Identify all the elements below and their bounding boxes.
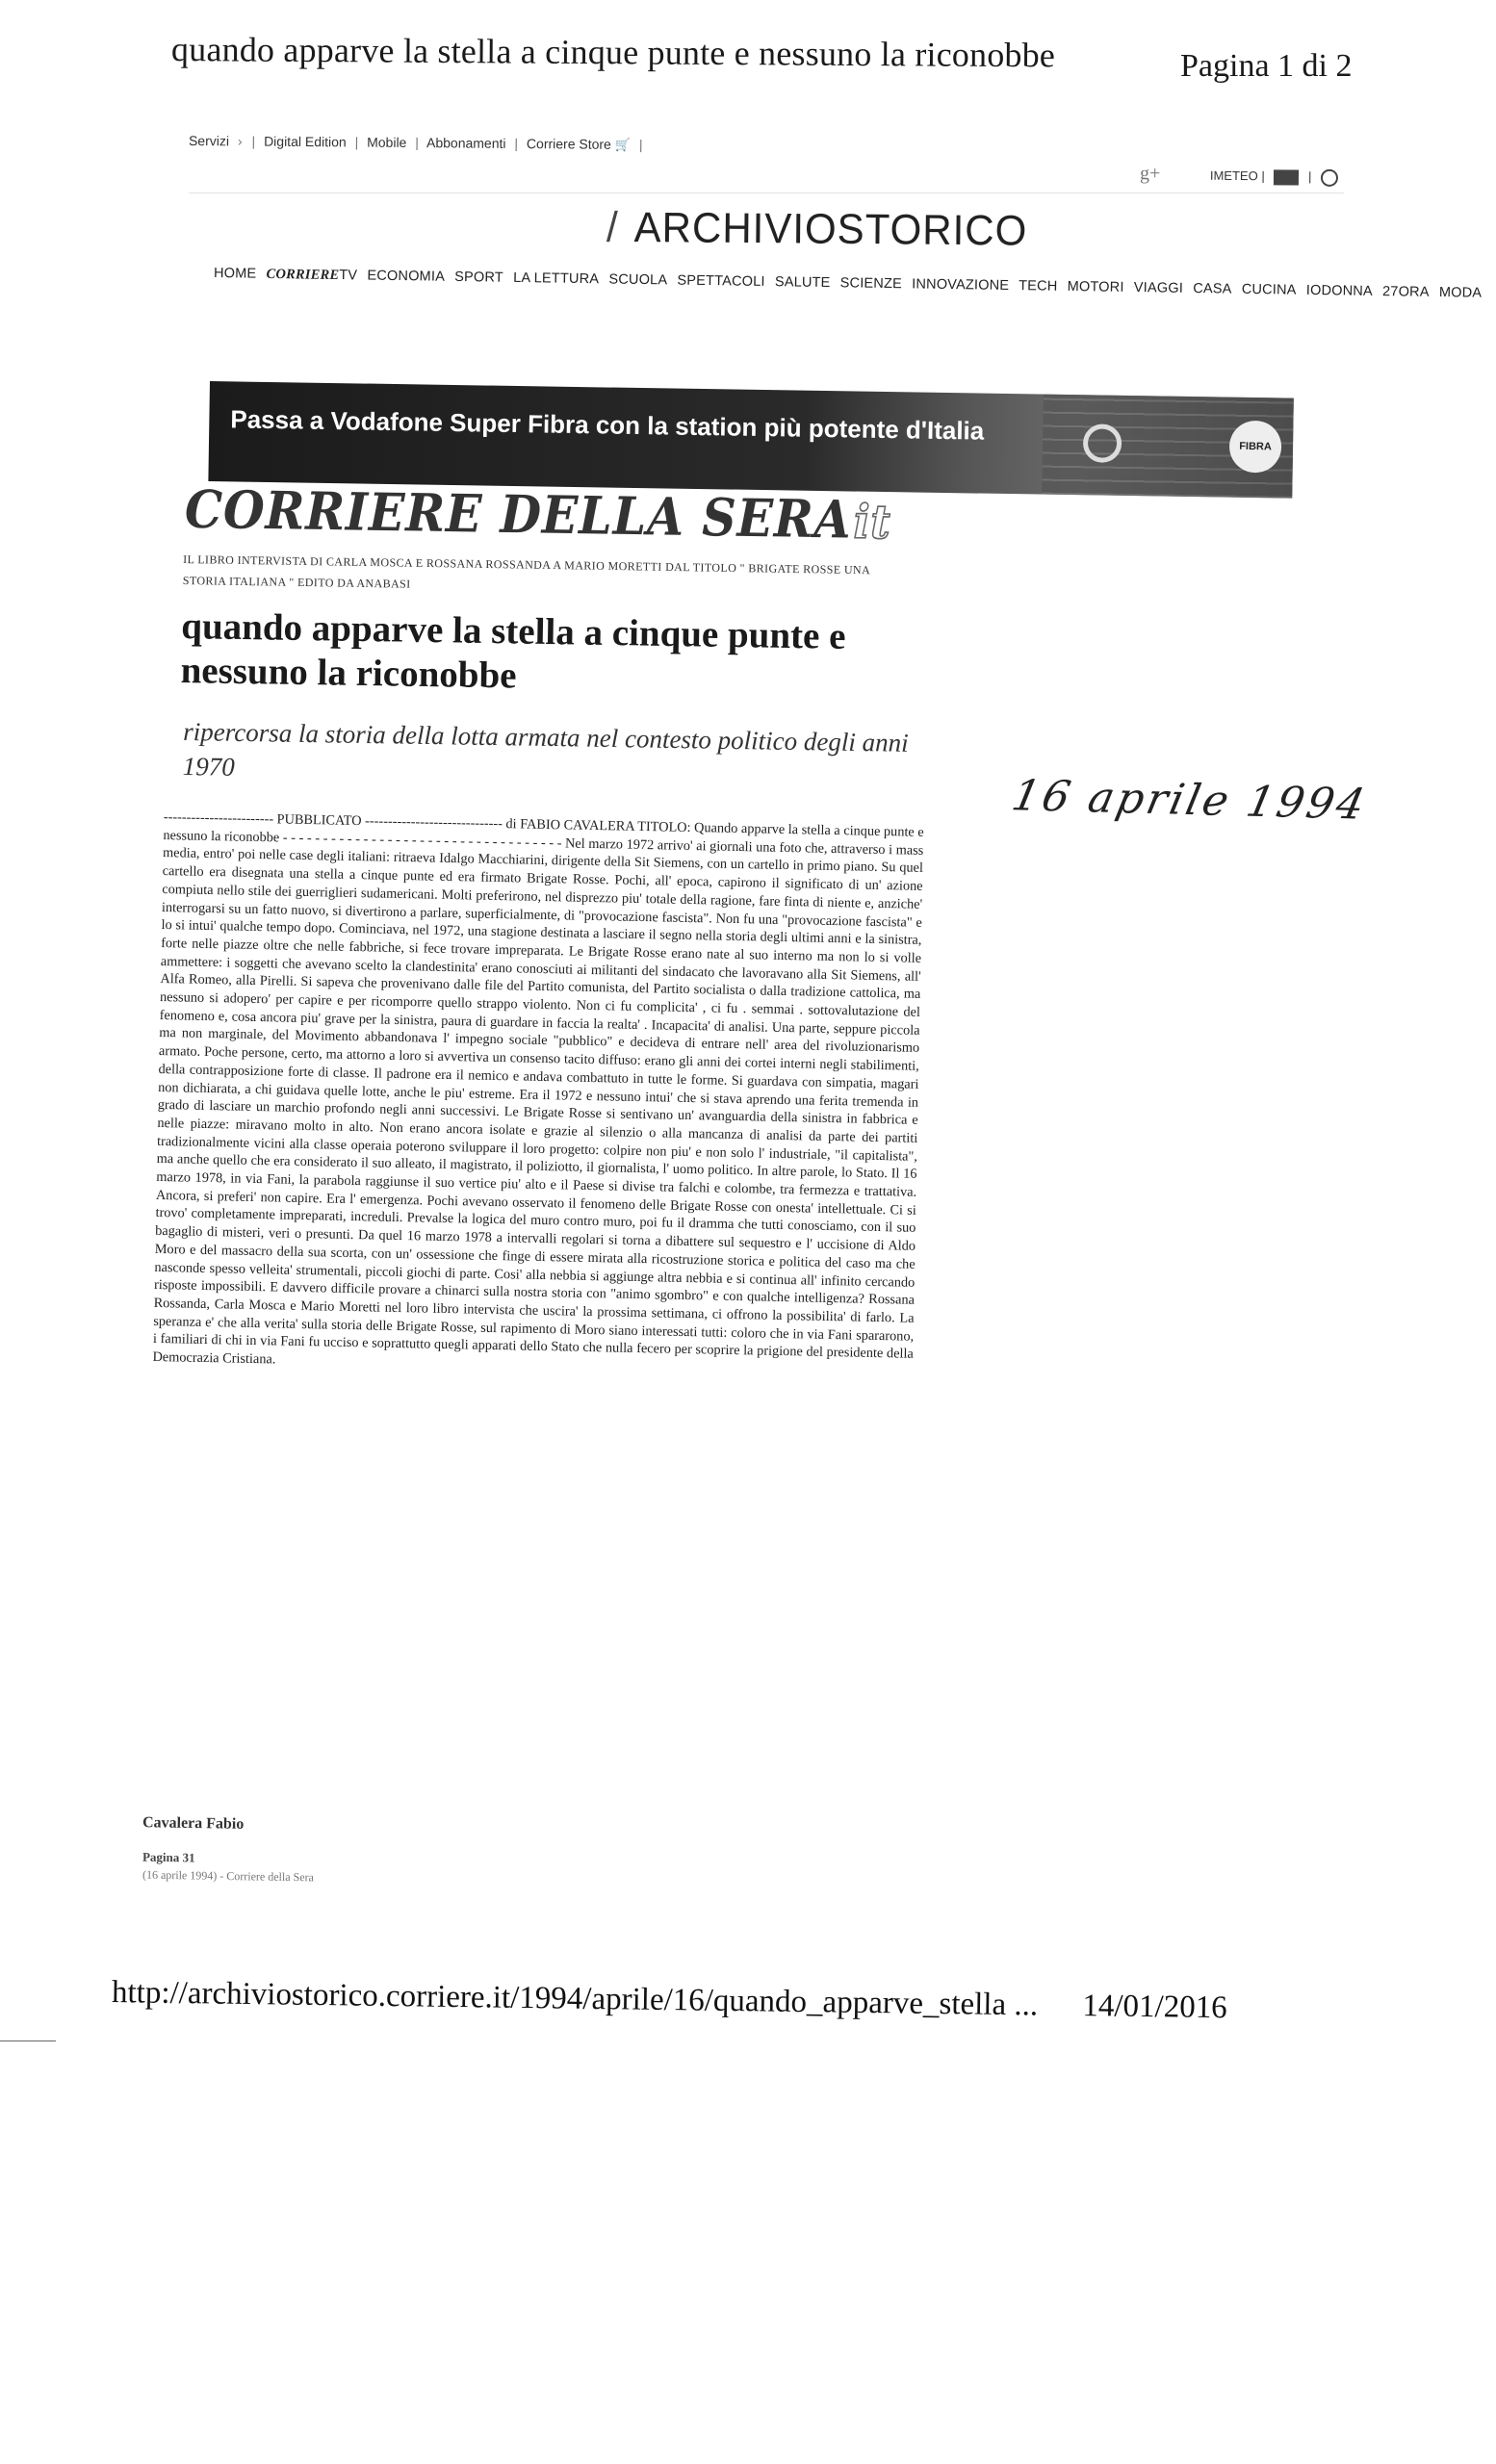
masthead-logo[interactable]: CORRIERE DELLA SERAit [184, 478, 892, 551]
nav-home[interactable]: HOME [213, 266, 257, 282]
print-page-indicator: Pagina 1 di 2 [1180, 48, 1353, 84]
nav-moda[interactable]: MODA [1438, 284, 1483, 301]
chevron-right-icon: › [237, 133, 243, 149]
print-page-title: quando apparve la stella a cinque punte e nessuno la riconobbe [170, 30, 1056, 75]
article-subhead: ripercorsa la storia della lotta armata nel contesto politico degli anni 1970 [182, 717, 909, 782]
print-url: http://archiviostorico.corriere.it/1994/aprile/16/quando_apparve_stella ... [111, 1975, 1039, 2023]
topnav-abbonamenti-link[interactable]: Abbonamenti [426, 135, 506, 151]
article-kicker: IL LIBRO INTERVISTA DI CARLA MOSCA E ROSSANA ROSSANDA A MARIO MORETTI DAL TITOLO " BRIGATE ROSSE UNA STORIA ITALIANA " EDITO DA ANABASI [182, 552, 870, 591]
topnav-store-link[interactable]: Corriere Store [526, 136, 611, 152]
print-date: 14/01/2016 [1082, 1989, 1227, 2026]
nav-scienze[interactable]: SCIENZE [839, 275, 903, 293]
article-author: Cavalera Fabio [142, 1814, 245, 1833]
meteo-link[interactable]: IMETEO [1209, 167, 1258, 184]
top-navigation: Servizi › | Digital Edition | Mobile | Abbonamenti | Corriere Store 🛒 | [188, 133, 643, 153]
toolbar: g+ IMETEO | | [1140, 163, 1338, 187]
cart-icon[interactable]: 🛒 [614, 137, 632, 153]
nav-tech[interactable]: TECH [1019, 278, 1058, 295]
article-headline: quando apparve la stella a cinque punte e nessuno la riconobbe [180, 605, 846, 697]
nav-scuola[interactable]: SCUOLA [608, 271, 668, 289]
nav-spettacoli[interactable]: SPETTACOLI [677, 272, 765, 290]
nav-cucina[interactable]: CUCINA [1241, 281, 1297, 298]
mail-icon[interactable] [1274, 169, 1299, 185]
fibra-badge: FIBRA [1229, 421, 1282, 474]
divider [189, 192, 1344, 193]
google-plus-icon[interactable]: g+ [1139, 163, 1161, 185]
topnav-digital-edition-link[interactable]: Digital Edition [264, 133, 347, 150]
nav-casa[interactable]: CASA [1193, 280, 1232, 297]
slash-icon: / [606, 202, 619, 251]
nav-motori[interactable]: MOTORI [1067, 278, 1124, 295]
search-icon[interactable] [1321, 168, 1338, 186]
section-title: / ARCHIVIOSTORICO [606, 202, 1028, 254]
article-page: Pagina 31 [142, 1849, 195, 1865]
nav-iodonna[interactable]: IODONNA [1305, 282, 1374, 299]
topnav-servizi-link[interactable]: Servizi [188, 133, 230, 149]
nav-innovazione[interactable]: INNOVAZIONE [912, 276, 1010, 294]
article-dateline: (16 aprile 1994) - Corriere della Sera [142, 1867, 315, 1885]
nav-la-lettura[interactable]: LA LETTURA [513, 270, 600, 288]
page-edge-line [0, 2040, 56, 2041]
topnav-mobile-link[interactable]: Mobile [367, 134, 407, 150]
nav-economia[interactable]: ECONOMIA [367, 268, 446, 285]
main-navigation [214, 266, 1487, 302]
nav-27ora[interactable]: 27ORA [1381, 284, 1430, 300]
handwritten-date-note: 16 aprile 1994 [1007, 771, 1372, 830]
banner-text: Passa a Vodafone Super Fibra con la station più potente d'Italia [230, 404, 985, 446]
nav-sport[interactable]: SPORT [454, 269, 504, 286]
print-footer [112, 1975, 1227, 2026]
article-body: ------------------------ PUBBLICATO ------------------------------ di FABIO CAVALERA TITOLO: Quando apparve la stella a cinque punte e nessuno la riconobbe - - - - - - - - - - - - - - - - - - - - - - - - - - - - - - - - - - - Nel marzo 1972 arrivo' ai giornali una foto che, attraverso i mass media, entro' poi nelle case degli italiani: ritraeva Idalgo Macchiarini, dirigente della Sit Siemens, con un cartello in primo piano. Su quel cartello era disegnata una stella a cinque punte ed era firmato Brigate Rosse. Pochi, all' epoca, capirono il significato di un' azione compiuta nello stile dei guerriglieri sudamericani. Molti preferirono, nel disprezzo piu' totale della ragione, fare finta di niente e, anziche' interrogarsi su un fatto nuovo, si divertirono a parlare, superficialmente, di "provocazione fascista". Non fu una "provocazione fascista" e lo si intui' qualche tempo dopo. Cominciava, nel 1972, una stagione destinata a lasciare il segno nella storia degli ultimi anni e la sinistra, forte nelle piazze oltre che nelle fabbriche, si fece trovare impreparata. Le Brigate Rosse erano nate al suo interno ma non lo si volle ammettere: i soggetti che avevano scelto la clandestinita' erano conosciuti ai militanti del sindacato che lavoravano alla Sit Siemens, all' Alfa Romeo, alla Pirelli. Si sapeva che provenivano dalle file del Partito comunista, del Partito socialista o dalla tradizione cattolica, ma nessuno si adopero' per capire e per ricomporre quello strappo violento. Non ci fu complicita' , ci fu . semmai . sottovalutazione del fenomeno e, cosa ancora piu' grave per la sinistra, paura di guardare in faccia la realta' . Incapacita' di analisi. Una parte, seppure piccola ma non marginale, del Movimento abbandonava l' impegno sociale "pubblico" e decideva di entrare nell' area del rivoluzionarismo armato. Poche persone, certo, ma attorno a loro si avvertiva un consenso tacito diffuso: erano gli anni dei cortei interni negli stabilimenti, della contrapposizione forte di classe. Il padrone era il nemico e andava combattuto in tutte le forme. Si guardava con simpatia, magari non dichiarata, a chi guidava quelle lotte, anche le piu' estreme. Era il 1972 e nessuno intui' che si stava aprendo una ferita tremenda in grado di lasciare un marchio profondo negli anni successivi. Le Brigate Rosse si sentivano un' avanguardia della sinistra in fabbrica e nelle piazze: miravano molto in alto. Non erano ancora isolate e grazie al silenzio o alla mancanza di analisi da parte dei partiti tradizionalmente vicini alla classe operaia poterono sviluppare il loro progetto: colpire non piu' e non solo l' industriale, "il capitalista", ma anche quello che era considerato il suo alleato, il magistrato, il poliziotto, il giornalista, l' uomo politico. In altre parole, lo Stato. Il 16 marzo 1978, in via Fani, la parabola raggiunse il suo vertice piu' alto e il Paese si divise tra falchi e colombe, tra fermezza e trattativa. Ancora, si preferi' non capire. Era l' emergenza. Pochi avevano osservato il fenomeno delle Brigate Rosse con onesta' intellettuale. Ci si trovo' completamente impreparati, increduli. Prevalse la logica del muro contro muro, poi fu il dramma che tutti conosciamo, con il suo bagaglio di misteri, veri o presunti. Da quel 16 marzo 1978 a intervalli regolari si torna a dibattere sul sequestro e l' uccisione di Aldo Moro e del massacro della sua scorta, con un' ossessione che finge di essere mirata alla ricostruzione storica e politica del caso ma che nasconde spesso velleita' strumentali, piccoli giochi di parte. Cosi' alla nebbia si aggiunge altra nebbia e si continua all' infinito cercando risposte impossibili. E davvero difficile provare a chinarci sulla nostra storia con "animo sgombro" e con qualche intelligenza? Rossana Rossanda, Carla Mosca e Mario Moretti nel loro libro intervista che uscira' la prossima settimana, ci offrono la possibilita' di farlo. La speranza e' che alla verita' sulla storia delle Brigate Rosse, sul rapimento di Moro siano interessati tutti: coloro che in via Fani spararono, i familiari di chi in via Fani fu ucciso e soprattutto quegli apparati dello Stato che nulla fecero per scoprire la prigione del presidente della Democrazia Cristiana. [152, 808, 924, 1368]
nav-corriere-tv[interactable]: CORRIERETV [266, 266, 358, 284]
nav-salute[interactable]: SALUTE [774, 274, 831, 292]
nav-viaggi[interactable]: VIAGGI [1133, 280, 1184, 296]
